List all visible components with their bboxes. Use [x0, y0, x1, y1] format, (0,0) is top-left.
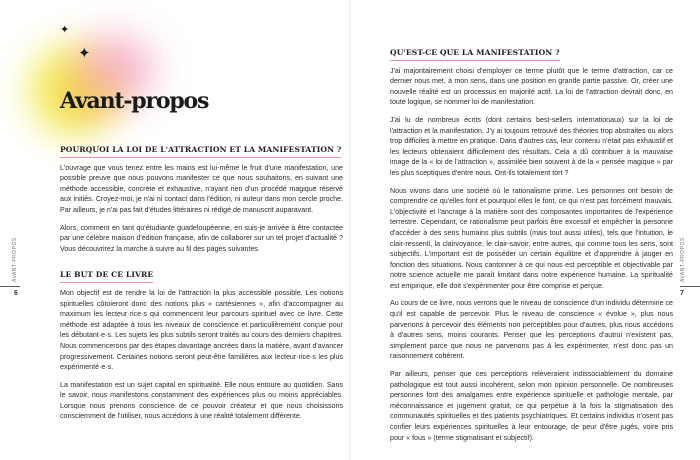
paragraph: Nous vivons dans une société où le rationalisme prime. Les personnes ont besoin de comprendre ce qu'elles font et pourquoi elles le font, ce qui n'est pas forcément mauvais. L'objectivité et l'ancrage à la matière sont des composantes importantes de l'expérience terrestre. Cependant, ce rationalisme peut parfois être excessif et empêcher la personne d'accéder à des sens humains plus subtils (mais tout aussi utiles), tels que l'intuition, le clair-ressenti, la clairvoyance, le clair-savoir, entre autres, qui comme tous les sens, sont subjectifs. L'important est de posséder un certain équilibre et d'apprendre à jauger en fonction des situations. Nous cantonner à ce qui nous est perceptible et objectivable par notre science actuelle me paraît limitant dans notre expérience humaine. La spiritualité est empirique, elle doit s'expérimenter pour être comprise et perçue. [390, 186, 673, 290]
page-number: 6 [14, 290, 18, 297]
sparkle-icon: ✦ [78, 45, 91, 62]
paragraph: Alors, comment en tant qu'étudiante guadeloupéenne, en suis-je arrivée à être contactée par une célèbre maison d'édition française, afin de collaborer sur un tel projet d'actualité ? Vous découvrirez la marche à suivre au fil des pages suivantes. [60, 223, 343, 253]
section-heading: QU'EST-CE QUE LA MANIFESTATION ? [390, 48, 560, 61]
left-text-column [60, 145, 343, 429]
paragraph: J'ai majoritairement choisi d'employer ce terme plutôt que le terme d'attraction, car ce dernier nous met, à mon sens, dans une position en grande partie passive. Or, créer une nouvelle réalité est un processus en majorité actif. La loi de l'attraction devrait donc, en toute logique, se nommer loi de manifestation. [390, 66, 673, 107]
paragraph: J'ai lu de nombreux écrits (dont certains best-sellers internationaux) sur la loi de l'attraction et la manifestation. J'y ai toujours retrouvé des théories trop abstraites ou alors trop difficiles à mettre en pratique. Dans d'autres cas, leur contenu n'était pas exhaustif et les lecteurs obtenaient difficilement des résultats. Cela a dû contribuer à la mauvaise image de la « loi de l'attraction », assimilée bien souvent à de la « pensée magique » par les plus sceptiques d'entre nous. Ont-ils totalement tort ? [390, 115, 673, 177]
right-page [350, 0, 700, 460]
running-header: AVANT-PROPOS [680, 237, 686, 282]
right-text-column [390, 48, 673, 450]
section-heading: POURQUOI LA LOI DE L'ATTRACTION ET LA MANIFESTATION ? [60, 145, 341, 158]
page-number: 7 [680, 290, 684, 297]
sparkle-icon: ✦ [60, 24, 70, 36]
chapter-title: Avant-propos [60, 88, 209, 114]
section-heading: LE BUT DE CE LIVRE [60, 270, 153, 283]
page-rule [0, 286, 20, 287]
paragraph: La manifestation est un sujet capital en spiritualité. Elle nous entoure au quotidien. Sans le savoir, nous manifestons constamment des expériences plus ou moins appréciables. Lorsque nous prenons conscience de ce pouvoir créateur et que nous choisissons consciemment de l'utiliser, nous accédons à une réalité totalement différente. [60, 380, 343, 421]
paragraph: Au cours de ce livre, nous verrons que le niveau de conscience d'un individu détermine ce qu'il est capable de percevoir. Plus le niveau de conscience « évolue », plus nous parvenons à percevoir des éléments non perceptibles pour d'autres, plus nous accédons à d'autres sens, moins courants. Penser que les perceptions d'autrui n'existent pas, simplement parce que nous ne parvenons pas à les expérimenter, n'est donc pas un raisonnement cohérent. [390, 299, 673, 361]
paragraph: Par ailleurs, penser que ces perceptions relèveraient indissociablement du domaine pathologique est tout aussi incohérent, selon mon opinion personnelle. De nombreuses personnes font des amalgames entre expérience spirituelle et pathologie mentale, par méconnaissance et jugement gratuit, ce qui perpétue à la fois la stigmatisation des communautés spirituelles et des patients psychiatriques. Et certains individus n'osent pas confier leurs expériences spirituelles à leur entourage, de peur d'être jugés, voire pris pour « fous » (terme stigmatisant et subjectif). [390, 370, 673, 442]
page-rule [680, 286, 700, 287]
paragraph: Mon objectif est de rendre la loi de l'attraction la plus accessible possible. Les notions spirituelles côtoieront donc des notions plus « cartésiennes », afin d'accompagner au maximum les lecteur·rice·s qui commencent leur parcours spirituel avec ce livre. Cette méthode est adaptée à tous les niveaux de conscience et particulièrement conçue pour les débutant·e·s. Les sujets les plus subtils seront traités au cours des derniers chapitres. Nous commencerons par des étapes davantage ancrées dans la matière, avant d'avancer progressivement. Certaines notions seront peut-être familières aux lecteur·rice·s les plus expérimenté·e·s. [60, 288, 343, 372]
running-header: AVANT-PROPOS [12, 237, 18, 282]
paragraph: L'ouvrage que vous tenez entre les mains est lui-même le fruit d'une manifestation, une possible preuve que nous pouvons manifester ce que nous souhaitons, en suivant une méthode accessible, concrète et exhaustive, n'ayant rien d'un procédé magique réservé aux initiés. Croyez-moi, je n'ai ni contact dans l'édition, ni auteur dans mon cercle proche. Par ailleurs, je n'ai pas fait d'études littéraires ni rédigé de manuscrit auparavant. [60, 163, 343, 214]
